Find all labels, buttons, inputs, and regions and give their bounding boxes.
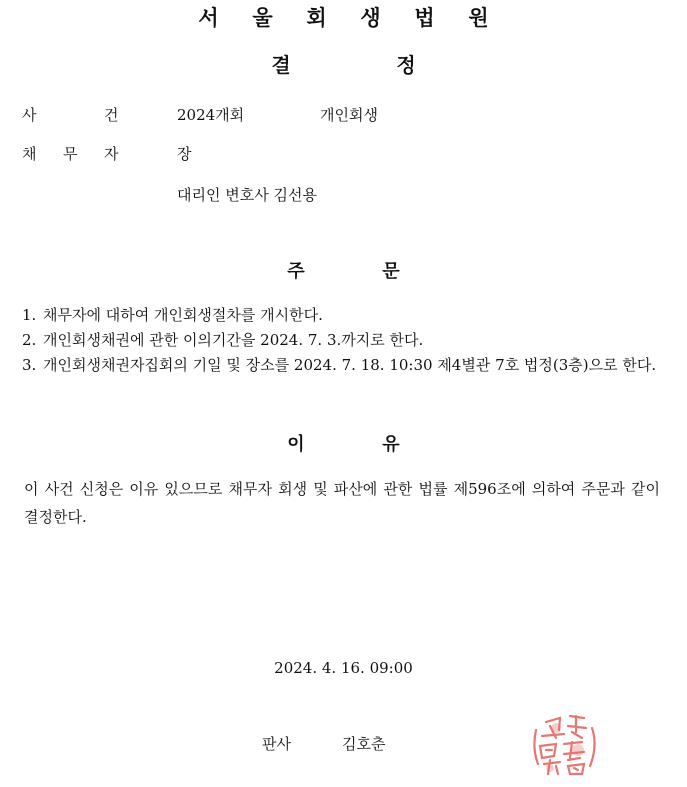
document-type-char: 결: [271, 53, 291, 77]
reason-section-title: [0, 430, 687, 456]
judge-signature-line: [262, 733, 385, 754]
case-label-char: 사: [22, 106, 37, 124]
debtor-label: [22, 143, 145, 164]
reason-title-char: 유: [382, 434, 400, 455]
order-item: [22, 328, 662, 353]
court-name-char: 생: [360, 6, 381, 30]
court-name: [0, 2, 687, 32]
decision-date: 2024. 4. 16. 09:00: [274, 659, 413, 677]
order-item-text: 개인회생채권에 관한 이의기간을 2024. 7. 3.까지로 한다.: [43, 331, 424, 349]
order-title-char: 주: [287, 261, 305, 282]
order-item: [22, 303, 662, 328]
order-item-number: 2.: [22, 331, 37, 349]
debtor-name: 장: [177, 145, 192, 163]
case-type: 개인회생: [320, 106, 378, 124]
court-name-char: 울: [252, 6, 273, 30]
order-item-text: 채무자에 대하여 개인회생절차를 개시한다.: [43, 306, 323, 324]
order-item: [22, 353, 662, 378]
court-name-char: 원: [468, 6, 489, 30]
order-item-number: 3.: [22, 356, 37, 374]
debtor-label-char: 채: [22, 145, 37, 163]
case-number: 2024개회: [177, 106, 245, 124]
order-item-number: 1.: [22, 306, 37, 324]
judge-name: 김호춘: [342, 735, 386, 753]
court-name-char: 법: [414, 6, 435, 30]
court-seal-stamp: [526, 708, 604, 782]
judge-role: 판사: [262, 735, 291, 753]
order-item-text: 개인회생채권자집회의 기일 및 장소를 2024. 7. 18. 10:30 제4별관 7호 법정(3층)으로 한다.: [43, 356, 657, 374]
document-type-title: [0, 49, 687, 78]
debtor-label-char: 자: [104, 145, 119, 163]
order-title-char: 문: [382, 261, 400, 282]
order-list: [22, 303, 662, 378]
court-name-char: 회: [306, 6, 327, 30]
document-type-char: 정: [396, 53, 416, 77]
debtor-agent: 대리인 변호사 김선용: [177, 186, 317, 204]
reason-text: 이 사건 신청은 이유 있으므로 채무자 회생 및 파산에 관한 법률 제596조에 의하여 주문과 같이 결정한다.: [24, 480, 660, 526]
reason-title-char: 이: [287, 434, 305, 455]
case-label: [22, 104, 145, 125]
debtor-label-char: 무: [63, 145, 78, 163]
case-label-char: 건: [104, 106, 119, 124]
court-name-char: 서: [198, 6, 219, 30]
seal-icon: [526, 708, 604, 782]
order-section-title: [0, 257, 687, 283]
